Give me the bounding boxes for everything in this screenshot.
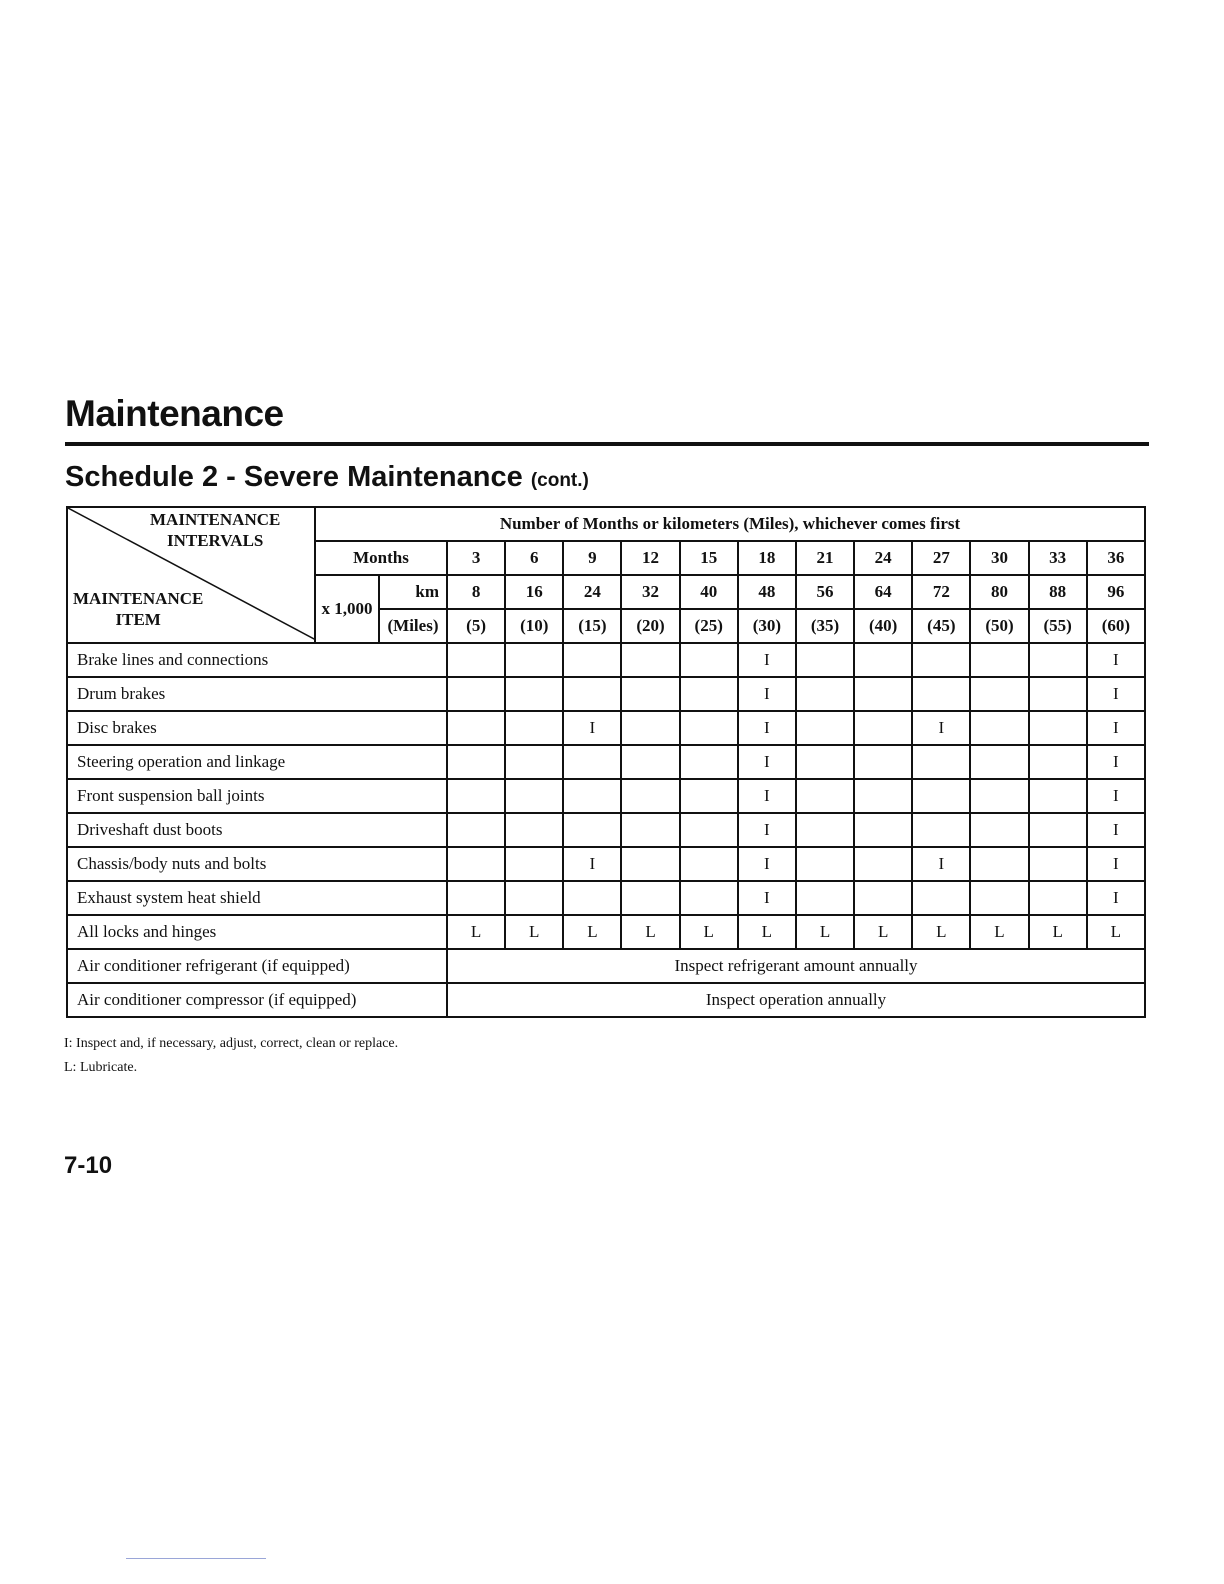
schedule-cell [854,745,912,779]
corner-item-line2: ITEM [115,610,161,629]
schedule-cell [621,881,679,915]
schedule-cell [563,779,621,813]
schedule-cell [854,779,912,813]
schedule-cell: I [738,847,796,881]
schedule-cell: L [796,915,854,949]
month-interval-0: 3 [447,541,505,575]
miles-interval-10: (55) [1029,609,1087,643]
schedule-cell: I [1087,779,1145,813]
schedule-cell [796,677,854,711]
page-number: 7-10 [64,1152,113,1179]
schedule-cell [912,643,970,677]
schedule-cell [505,881,563,915]
table-row [67,779,1145,813]
schedule-cell [854,643,912,677]
schedule-cell [796,643,854,677]
schedule-cell [680,711,738,745]
section-title: Maintenance [65,393,284,434]
schedule-cell [680,677,738,711]
miles-interval-4: (25) [680,609,738,643]
schedule-cell [563,813,621,847]
miles-interval-3: (20) [621,609,679,643]
table-row [67,711,1145,745]
bottom-divider [126,1558,266,1559]
miles-interval-8: (45) [912,609,970,643]
schedule-cell: L [505,915,563,949]
table-row [67,949,1145,983]
multiplier-label: x 1,000 [315,575,379,643]
month-interval-3: 12 [621,541,679,575]
schedule-cell: I [1087,813,1145,847]
km-interval-8: 72 [912,575,970,609]
header-row-span [67,507,1145,541]
schedule-cell [1029,881,1087,915]
schedule-cell: L [738,915,796,949]
schedule-cell: I [1087,745,1145,779]
schedule-cell: I [738,779,796,813]
month-interval-1: 6 [505,541,563,575]
month-interval-10: 33 [1029,541,1087,575]
month-interval-8: 27 [912,541,970,575]
km-interval-2: 24 [563,575,621,609]
schedule-cell [505,643,563,677]
schedule-cell: L [970,915,1028,949]
schedule-cell [912,677,970,711]
schedule-cell [912,813,970,847]
schedule-cell [854,677,912,711]
schedule-cell [621,677,679,711]
month-interval-4: 15 [680,541,738,575]
maintenance-item: Air conditioner refrigerant (if equipped) [67,949,447,983]
schedule-cell [680,847,738,881]
schedule-cell [1029,711,1087,745]
footnote-inspect: I: Inspect and, if necessary, adjust, correct, clean or replace. [64,1036,399,1051]
schedule-cell [680,779,738,813]
schedule-cell [621,643,679,677]
schedule-cell [505,813,563,847]
schedule-cell [447,677,505,711]
schedule-cell: I [738,711,796,745]
miles-interval-0: (5) [447,609,505,643]
corner-item-label [73,588,203,630]
schedule-cell: L [563,915,621,949]
miles-label: (Miles) [379,609,447,643]
schedule-cell [447,779,505,813]
table-row [67,881,1145,915]
schedule-cell: I [738,677,796,711]
schedule-cell [1029,745,1087,779]
schedule-cell: L [1087,915,1145,949]
schedule-note: Inspect operation annually [447,983,1145,1017]
schedule-cell [854,881,912,915]
maintenance-item: Brake lines and connections [67,643,447,677]
schedule-cell: L [621,915,679,949]
maintenance-item: All locks and hinges [67,915,447,949]
schedule-cell: I [1087,643,1145,677]
schedule-cell [621,745,679,779]
schedule-cell: L [447,915,505,949]
schedule-cell [796,745,854,779]
schedule-cell [505,745,563,779]
schedule-cell [854,813,912,847]
schedule-cell: L [912,915,970,949]
schedule-cell: L [854,915,912,949]
maintenance-item: Driveshaft dust boots [67,813,447,847]
schedule-cell [505,779,563,813]
schedule-cell [854,711,912,745]
schedule-cell [796,711,854,745]
table-row [67,745,1145,779]
schedule-cell: I [738,643,796,677]
table-row [67,813,1145,847]
schedule-cell: I [738,881,796,915]
km-interval-3: 32 [621,575,679,609]
month-interval-11: 36 [1087,541,1145,575]
schedule-title [65,461,589,494]
maintenance-item: Chassis/body nuts and bolts [67,847,447,881]
interval-header: Number of Months or kilometers (Miles), whichever comes first [315,507,1145,541]
schedule-cell [563,745,621,779]
maintenance-schedule-table [66,506,1146,1018]
corner-cell [67,507,315,643]
schedule-cell: I [912,711,970,745]
schedule-cell [447,745,505,779]
schedule-cell: I [1087,711,1145,745]
schedule-cell: L [680,915,738,949]
schedule-cell [1029,677,1087,711]
schedule-cell [680,643,738,677]
schedule-cell [970,643,1028,677]
month-interval-5: 18 [738,541,796,575]
schedule-cell: I [563,711,621,745]
schedule-cell [621,779,679,813]
schedule-cell: I [1087,881,1145,915]
miles-interval-11: (60) [1087,609,1145,643]
schedule-cell [796,779,854,813]
schedule-cell [447,711,505,745]
km-interval-10: 88 [1029,575,1087,609]
maintenance-item: Air conditioner compressor (if equipped) [67,983,447,1017]
schedule-cell [1029,847,1087,881]
schedule-cell [970,677,1028,711]
month-interval-2: 9 [563,541,621,575]
schedule-cell [621,847,679,881]
schedule-cell [970,813,1028,847]
table-row [67,847,1145,881]
miles-interval-1: (10) [505,609,563,643]
corner-item-line1: MAINTENANCE [73,589,204,608]
schedule-cell [970,711,1028,745]
miles-interval-2: (15) [563,609,621,643]
miles-interval-7: (40) [854,609,912,643]
schedule-cell [621,711,679,745]
table-row [67,643,1145,677]
month-interval-6: 21 [796,541,854,575]
km-interval-0: 8 [447,575,505,609]
schedule-cell [796,813,854,847]
schedule-cell [1029,643,1087,677]
corner-intervals-line2: INTERVALS [166,531,264,550]
km-interval-11: 96 [1087,575,1145,609]
title-rule [65,442,1149,446]
schedule-cell [680,813,738,847]
km-interval-4: 40 [680,575,738,609]
schedule-cell [970,847,1028,881]
schedule-cell [505,847,563,881]
month-interval-7: 24 [854,541,912,575]
corner-intervals-label [150,509,280,551]
schedule-cell: I [1087,677,1145,711]
schedule-cell: I [738,745,796,779]
schedule-cell [912,881,970,915]
schedule-cell: I [1087,847,1145,881]
schedule-cell [970,881,1028,915]
schedule-cell [621,813,679,847]
schedule-cell [563,881,621,915]
footnote-lubricate: L: Lubricate. [64,1060,138,1075]
km-interval-7: 64 [854,575,912,609]
schedule-cell: I [738,813,796,847]
km-interval-5: 48 [738,575,796,609]
schedule-cell [854,847,912,881]
schedule-note: Inspect refrigerant amount annually [447,949,1145,983]
schedule-cell [505,677,563,711]
km-label: km [379,575,447,609]
schedule-cell [796,881,854,915]
km-interval-9: 80 [970,575,1028,609]
schedule-cell [796,847,854,881]
schedule-cell [563,643,621,677]
maintenance-item: Drum brakes [67,677,447,711]
schedule-cell [680,745,738,779]
schedule-cell [447,643,505,677]
schedule-cell [505,711,563,745]
schedule-cell [447,881,505,915]
schedule-cell [447,813,505,847]
months-label: Months [315,541,447,575]
km-interval-1: 16 [505,575,563,609]
maintenance-item: Disc brakes [67,711,447,745]
miles-interval-6: (35) [796,609,854,643]
schedule-title-text: Schedule 2 - Severe Maintenance [65,461,523,493]
schedule-cell: I [912,847,970,881]
table-row [67,915,1145,949]
schedule-title-suffix: (cont.) [530,470,589,491]
month-interval-9: 30 [970,541,1028,575]
schedule-cell [447,847,505,881]
corner-intervals-line1: MAINTENANCE [150,510,281,529]
schedule-cell [970,745,1028,779]
schedule-cell [912,745,970,779]
table-row [67,677,1145,711]
schedule-cell [563,677,621,711]
km-interval-6: 56 [796,575,854,609]
schedule-cell: L [1029,915,1087,949]
schedule-cell [1029,813,1087,847]
maintenance-item: Exhaust system heat shield [67,881,447,915]
schedule-cell [970,779,1028,813]
schedule-cell [1029,779,1087,813]
schedule-cell [912,779,970,813]
maintenance-item: Steering operation and linkage [67,745,447,779]
miles-interval-5: (30) [738,609,796,643]
schedule-cell [680,881,738,915]
schedule-cell: I [563,847,621,881]
table-row [67,983,1145,1017]
maintenance-item: Front suspension ball joints [67,779,447,813]
miles-interval-9: (50) [970,609,1028,643]
